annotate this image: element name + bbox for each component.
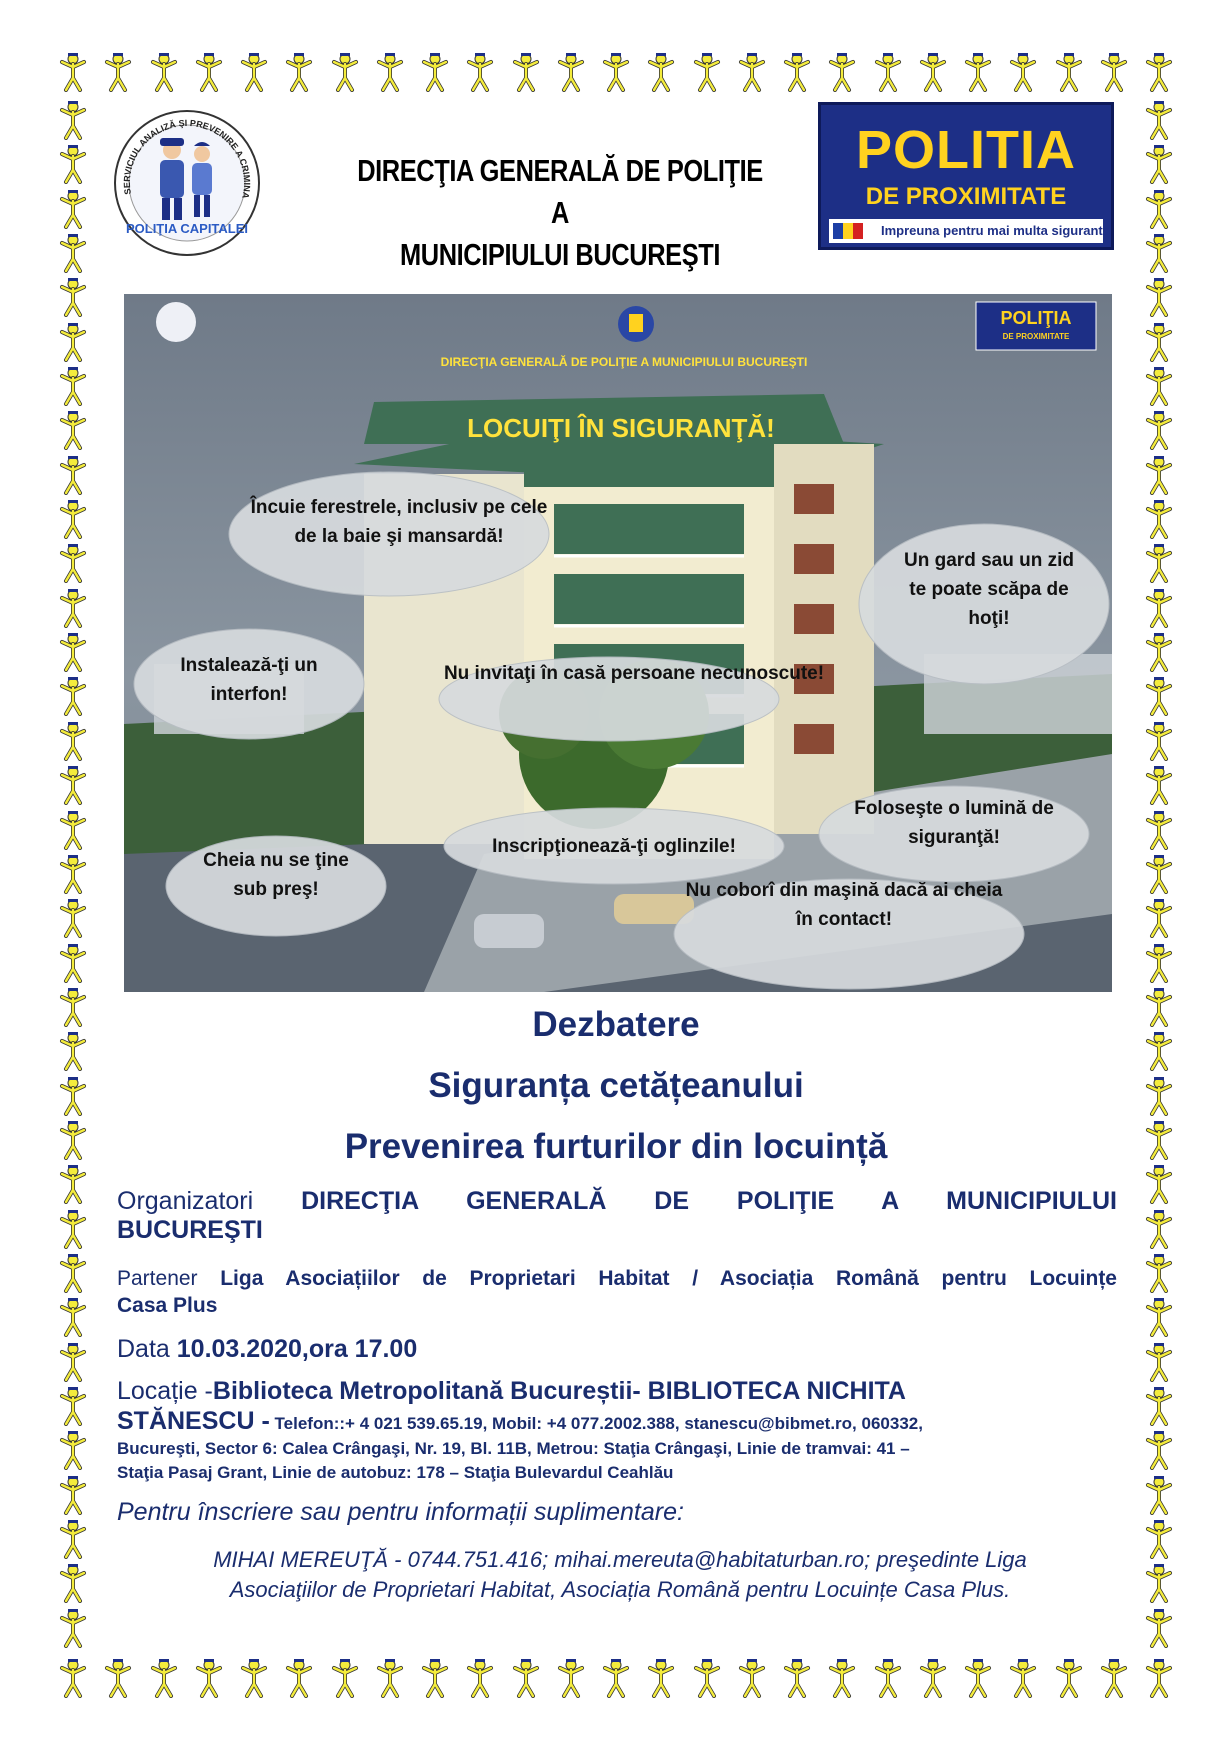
- police-figure-icon: [58, 721, 88, 761]
- cloud-tip-key: Cheia nu se ţine sub preş!: [203, 850, 349, 900]
- police-figure-icon: [149, 1658, 179, 1698]
- police-figure-icon: [556, 52, 586, 92]
- cloud-tip-intercom: Instalează-ţi un interfon!: [180, 655, 318, 705]
- location-details-3: Staţia Pasaj Grant, Linie de autobuz: 178 – Staţia Bulevardul Ceahlău: [117, 1463, 674, 1482]
- safety-poster-image: [124, 294, 1112, 992]
- police-figure-icon: [58, 1386, 88, 1426]
- badge-subtitle: DE PROXIMITATE: [865, 183, 1067, 210]
- police-figure-icon: [1144, 854, 1174, 894]
- police-figure-icon: [646, 1658, 676, 1698]
- police-figure-icon: [692, 1658, 722, 1698]
- cloud-tip-car: Nu coborî din maşină dacă ai cheia în contact!: [685, 880, 1003, 930]
- police-figure-icon: [511, 52, 541, 92]
- police-figure-icon: [58, 410, 88, 450]
- location-value-line2: STĂNESCU -: [117, 1407, 270, 1435]
- signup-prompt: Pentru înscriere sau pentru informații suplimentare:: [117, 1498, 684, 1526]
- police-figure-icon: [58, 1658, 88, 1698]
- border-left: [58, 100, 88, 1648]
- police-figure-icon: [1144, 233, 1174, 273]
- police-figure-icon: [1008, 52, 1038, 92]
- police-figure-icon: [1144, 943, 1174, 983]
- police-figure-icon: [963, 52, 993, 92]
- police-figure-icon: [1144, 632, 1174, 672]
- police-figure-icon: [1144, 499, 1174, 539]
- police-figure-icon: [58, 1297, 88, 1337]
- police-figure-icon: [1144, 588, 1174, 628]
- police-figure-icon: [58, 322, 88, 362]
- logo-ring-text: SERVICIUL ANALIZĂ ŞI PREVENIRE A CRIMINA: [121, 118, 253, 200]
- location-details-1: Telefon::+ 4 021 539.65.19, Mobil: +4 077.2002.388, stanescu@bibmet.ro, 060332,: [274, 1414, 923, 1433]
- organizer-value-line1: DIRECŢIA GENERALĂ DE POLIŢIE A MUNICIPIULUI: [301, 1187, 1117, 1215]
- police-figure-icon: [511, 1658, 541, 1698]
- police-figure-icon: [149, 52, 179, 92]
- police-figure-icon: [827, 52, 857, 92]
- police-figure-icon: [58, 676, 88, 716]
- cloud-tip-mirrors: Inscripţionează-ţi oglinzile!: [492, 836, 736, 857]
- police-figure-icon: [1054, 52, 1084, 92]
- police-figure-icon: [1008, 1658, 1038, 1698]
- police-figure-icon: [58, 543, 88, 583]
- police-figure-icon: [58, 898, 88, 938]
- police-figure-icon: [58, 499, 88, 539]
- police-figure-icon: [284, 52, 314, 92]
- police-figure-icon: [103, 52, 133, 92]
- police-figure-icon: [465, 52, 495, 92]
- police-figure-icon: [58, 1563, 88, 1603]
- date-label: Data: [117, 1335, 170, 1363]
- police-figure-icon: [1144, 277, 1174, 317]
- police-figure-icon: [1144, 52, 1174, 92]
- police-figure-icon: [1144, 455, 1174, 495]
- poster-mini-badge-subtitle: DE PROXIMITATE: [1002, 332, 1070, 341]
- police-figure-icon: [1144, 721, 1174, 761]
- police-figure-icon: [284, 1658, 314, 1698]
- police-figure-icon: [1144, 1386, 1174, 1426]
- police-figure-icon: [963, 1658, 993, 1698]
- police-figure-icon: [1144, 1164, 1174, 1204]
- police-figure-icon: [330, 52, 360, 92]
- border-top: [58, 52, 1174, 92]
- police-figure-icon: [1144, 1342, 1174, 1382]
- police-figure-icon: [1144, 1430, 1174, 1470]
- police-figure-icon: [1144, 100, 1174, 140]
- police-figure-icon: [103, 1658, 133, 1698]
- event-subtitle-1: Siguranța cetățeanului: [428, 1066, 804, 1105]
- police-figure-icon: [58, 189, 88, 229]
- police-figure-icon: [556, 1658, 586, 1698]
- poster-top-title: DIRECŢIA GENERALĂ DE POLIŢIE A MUNICIPIULUI BUCUREŞTI: [440, 355, 808, 369]
- police-figure-icon: [1099, 1658, 1129, 1698]
- romania-flag-icon: [833, 223, 863, 239]
- police-figure-icon: [58, 1253, 88, 1293]
- cloud-tip-strangers: Nu invitaţi în casă persoane necunoscute!: [443, 663, 825, 684]
- partner-block: [117, 1265, 1117, 1319]
- border-bottom: [58, 1658, 1174, 1698]
- police-figure-icon: [646, 52, 676, 92]
- police-figure-icon: [58, 100, 88, 140]
- police-figure-icon: [58, 455, 88, 495]
- police-figure-icon: [1144, 1475, 1174, 1515]
- police-figure-icon: [1144, 1563, 1174, 1603]
- police-figure-icon: [601, 52, 631, 92]
- police-figure-icon: [58, 810, 88, 850]
- police-figure-icon: [873, 52, 903, 92]
- police-figure-icon: [58, 1430, 88, 1470]
- police-figure-icon: [58, 233, 88, 273]
- police-figure-icon: [601, 1658, 631, 1698]
- location-details-2: Bucureşti, Sector 6: Calea Crângaşi, Nr. 19, Bl. 11B, Metrou: Staţia Crângaşi, Linie de tramvai: 41 –: [117, 1439, 910, 1458]
- organizer-value-line2: BUCUREŞTI: [117, 1216, 263, 1244]
- police-figure-icon: [58, 144, 88, 184]
- police-figure-icon: [58, 854, 88, 894]
- police-figure-icon: [737, 1658, 767, 1698]
- police-figure-icon: [58, 943, 88, 983]
- police-figure-icon: [827, 1658, 857, 1698]
- police-figure-icon: [420, 52, 450, 92]
- politia-proximitate-badge: [818, 102, 1114, 250]
- police-figure-icon: [375, 52, 405, 92]
- police-figure-icon: [1144, 144, 1174, 184]
- partner-value-line1: Liga Asociațiilor de Proprietari Habitat / Asociația Română pentru Locuințe: [220, 1267, 1117, 1290]
- police-figure-icon: [1144, 1297, 1174, 1337]
- location-value-line1: Biblioteca Metropolitană Bucureștii- BIBLIOTECA NICHITA: [212, 1377, 906, 1405]
- date-block: [117, 1335, 1117, 1364]
- police-figure-icon: [1099, 52, 1129, 92]
- organizer-block: [117, 1187, 1117, 1245]
- police-figure-icon: [58, 1608, 88, 1648]
- police-figure-icon: [692, 52, 722, 92]
- police-figure-icon: [58, 588, 88, 628]
- police-figure-icon: [1144, 189, 1174, 229]
- partner-value-line2: Casa Plus: [117, 1294, 218, 1317]
- police-figure-icon: [58, 366, 88, 406]
- police-figure-icon: [737, 52, 767, 92]
- poster-mini-badge-title: POLIŢIA: [1000, 308, 1072, 328]
- page-title: [347, 150, 773, 276]
- police-figure-icon: [1144, 410, 1174, 450]
- badge-title: POLITIA: [856, 120, 1076, 180]
- police-figure-icon: [58, 1164, 88, 1204]
- police-figure-icon: [58, 1342, 88, 1382]
- cloud-tip-light: Foloseşte o lumină de siguranţă!: [854, 798, 1054, 848]
- poster-banner: LOCUIŢI ÎN SIGURANŢĂ!: [467, 413, 775, 443]
- police-figure-icon: [194, 52, 224, 92]
- organizer-label: Organizatori: [117, 1187, 254, 1215]
- police-figure-icon: [58, 52, 88, 92]
- police-figure-icon: [1144, 1209, 1174, 1249]
- badge-slogan: Impreuna pentru mai multa siguranta: [881, 223, 1110, 238]
- police-figure-icon: [194, 1658, 224, 1698]
- event-title: Dezbatere: [532, 1005, 700, 1044]
- police-figure-icon: [1144, 810, 1174, 850]
- contact-line-2: Asociaţiilor de Proprietari Habitat, Asociația Română pentru Locuințe Casa Plus.: [229, 1577, 1011, 1602]
- police-figure-icon: [782, 1658, 812, 1698]
- police-figure-icon: [58, 1519, 88, 1559]
- police-figure-icon: [1144, 898, 1174, 938]
- cloud-tip-windows: Încuie ferestrele, inclusiv pe cele de la baie şi mansardă!: [250, 497, 548, 547]
- police-figure-icon: [239, 52, 269, 92]
- police-figure-icon: [782, 52, 812, 92]
- title-line-2: MUNICIPIULUI BUCUREŞTI: [399, 237, 721, 272]
- police-figure-icon: [1144, 543, 1174, 583]
- police-figure-icon: [1144, 1519, 1174, 1559]
- contact-block: [120, 1545, 1120, 1605]
- police-figure-icon: [1144, 676, 1174, 716]
- police-figure-icon: [58, 1209, 88, 1249]
- police-figure-icon: [239, 1658, 269, 1698]
- date-value: 10.03.2020,ora 17.00: [176, 1335, 418, 1363]
- police-figure-icon: [375, 1658, 405, 1698]
- police-figure-icon: [918, 1658, 948, 1698]
- cloud-tip-fence: Un gard sau un zid te poate scăpa de hoţi!: [904, 550, 1074, 629]
- police-figure-icon: [420, 1658, 450, 1698]
- police-figure-icon: [330, 1658, 360, 1698]
- event-subtitle-2: Prevenirea furturilor din locuință: [344, 1127, 888, 1166]
- police-capital-logo: [112, 108, 262, 258]
- location-label: Locație -: [117, 1377, 213, 1405]
- police-figure-icon: [1144, 366, 1174, 406]
- location-block: [117, 1377, 1117, 1485]
- police-figure-icon: [873, 1658, 903, 1698]
- police-figure-icon: [918, 52, 948, 92]
- police-figure-icon: [58, 765, 88, 805]
- border-right: [1144, 100, 1174, 1648]
- police-figure-icon: [1144, 1658, 1174, 1698]
- police-figure-icon: [1144, 322, 1174, 362]
- police-figure-icon: [58, 277, 88, 317]
- police-figure-icon: [1054, 1658, 1084, 1698]
- contact-line-1: MIHAI MEREUŢĂ - 0744.751.416; mihai.mereuta@habitaturban.ro; preşedinte Liga: [213, 1547, 1027, 1572]
- police-figure-icon: [1144, 765, 1174, 805]
- police-figure-icon: [1144, 1253, 1174, 1293]
- police-figure-icon: [58, 1475, 88, 1515]
- police-figure-icon: [58, 632, 88, 672]
- police-figure-icon: [465, 1658, 495, 1698]
- police-figure-icon: [1144, 1608, 1174, 1648]
- logo-bottom-text: POLIŢIA CAPITALEI: [125, 221, 249, 236]
- partner-label: Partener: [117, 1267, 198, 1290]
- title-line-1: DIRECŢIA GENERALĂ DE POLIŢIE A: [357, 153, 763, 230]
